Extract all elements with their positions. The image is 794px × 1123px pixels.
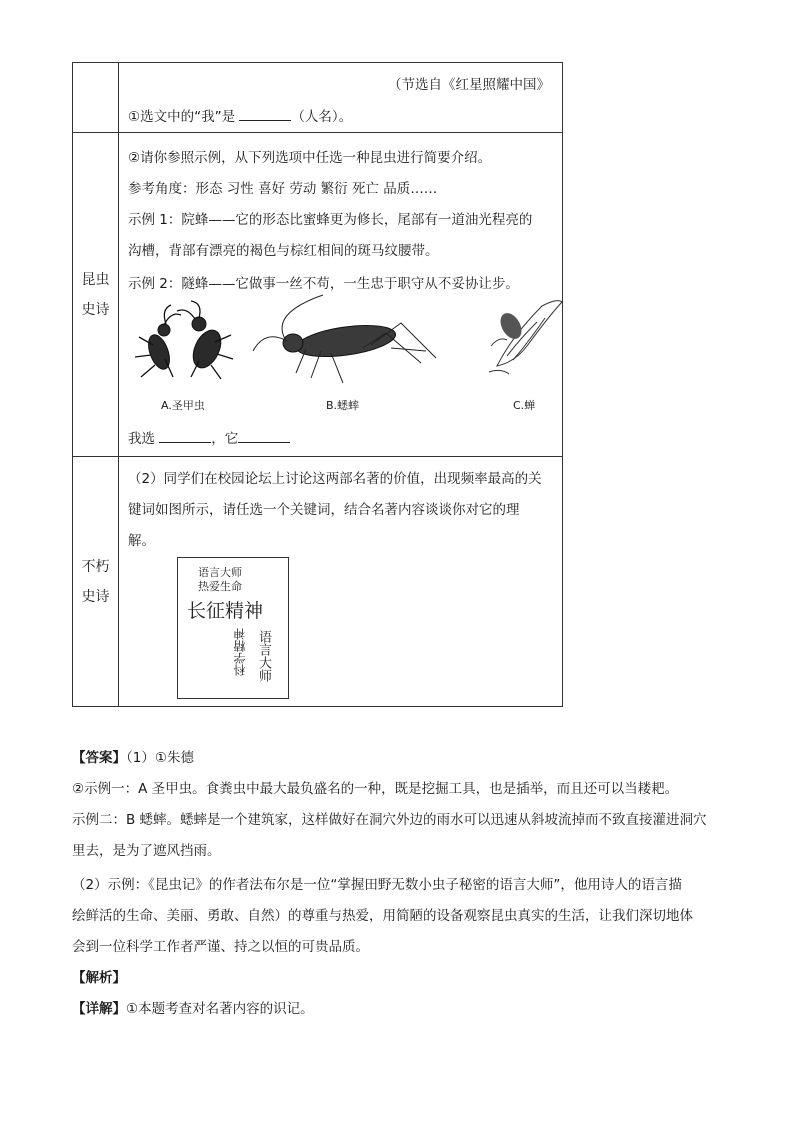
- choose-line: 我选 ，它: [128, 427, 290, 447]
- answer-line-6: 绘鲜活的生命、美丽、勇敢、自然）的尊重与热爱，用简陋的设备观察昆虫真实的生活，让我们深切地体: [72, 908, 693, 924]
- question-2-line-2: 键词如图所示，请任选一个关键词，结合名著内容谈谈你对它的理: [128, 502, 520, 518]
- answer-line-2: ②示例一：A 圣甲虫。食粪虫中最大最负盛名的一种，既是挖掘工具，也是插举，而且还可以当耧耙。: [72, 781, 679, 797]
- description-blank[interactable]: [238, 430, 290, 443]
- keyword-love-life: 热爱生命: [198, 580, 242, 593]
- answer-line-3: 示例二：B 蟋蟀。蟋蟀是一个建筑家，这样做好在洞穴外边的雨水可以迅速从斜坡流掉而不致直接灌进洞穴: [72, 812, 707, 828]
- answer-line-1: 【答案】（1）①朱德: [72, 750, 194, 766]
- row2-content: [119, 133, 563, 457]
- question-1: ①选文中的“我”是 （人名）。: [128, 109, 353, 125]
- answer-blank[interactable]: [239, 108, 291, 121]
- keyword-science-spirit: 科学精神: [233, 628, 247, 676]
- question-2-line-3: 解。: [128, 533, 155, 549]
- cricket-illustration: [251, 293, 441, 388]
- row1-content: [119, 63, 563, 133]
- question-2: ②请你参照示例，从下列选项中任选一种昆虫进行简要介绍。: [128, 150, 492, 166]
- detail-line: 【详解】①本题考查对名著内容的识记。: [72, 1001, 314, 1017]
- caption-b: B.蟋蟀: [326, 399, 360, 412]
- answer-line-4: 里去，是为了遮风挡雨。: [72, 843, 221, 859]
- example-1-line-2: 沟槽，背部有漂亮的褐色与棕红相间的斑马纹腰带。: [128, 243, 439, 259]
- keyword-language-master-small: 语言大师: [198, 566, 242, 579]
- answer-tag: 【答案】: [72, 750, 126, 766]
- cicada-illustration: [487, 296, 567, 376]
- keyword-long-march-spirit: 长征精神: [187, 600, 264, 622]
- answer-line-5: （2）示例：《昆虫记》的作者法布尔是一位“掌握田野无数小虫子秘密的语言大师”，他用诗人的语言描: [72, 877, 682, 893]
- answer-line-7: 会到一位科学工作者严谨、持之以恒的可贵品质。: [72, 939, 369, 955]
- keyword-language-master-vertical: 语言大师: [256, 630, 271, 682]
- caption-a: A.圣甲虫: [161, 399, 205, 412]
- caption-c: C.蝉: [513, 399, 536, 412]
- reference-angles: 参考角度：形态 习性 喜好 劳动 繁衍 死亡 品质……: [128, 181, 438, 197]
- analysis-tag: 【解析】: [72, 970, 126, 986]
- row3-content: [119, 457, 563, 707]
- choice-blank[interactable]: [159, 430, 211, 443]
- row1-label: [73, 63, 119, 133]
- source-note: （节选自《红星照耀中国》: [388, 77, 550, 93]
- question-table: [72, 62, 563, 707]
- example-1-line-1: 示例 1：院蜂——它的形态比蜜蜂更为修长，尾部有一道油光程亮的: [128, 212, 533, 228]
- example-2: 示例 2：隧蜂——它做事一丝不苟，一生忠于职守从不妥协让步。: [128, 276, 519, 292]
- row3-label: 不朽 史诗: [73, 457, 119, 707]
- keyword-cloud: [177, 557, 289, 699]
- stag-beetle-illustration: [129, 297, 239, 382]
- question-2-line-1: （2）同学们在校园论坛上讨论这两部名著的价值，出现频率最高的关: [128, 471, 542, 487]
- row2-label: 昆虫 史诗: [73, 133, 119, 457]
